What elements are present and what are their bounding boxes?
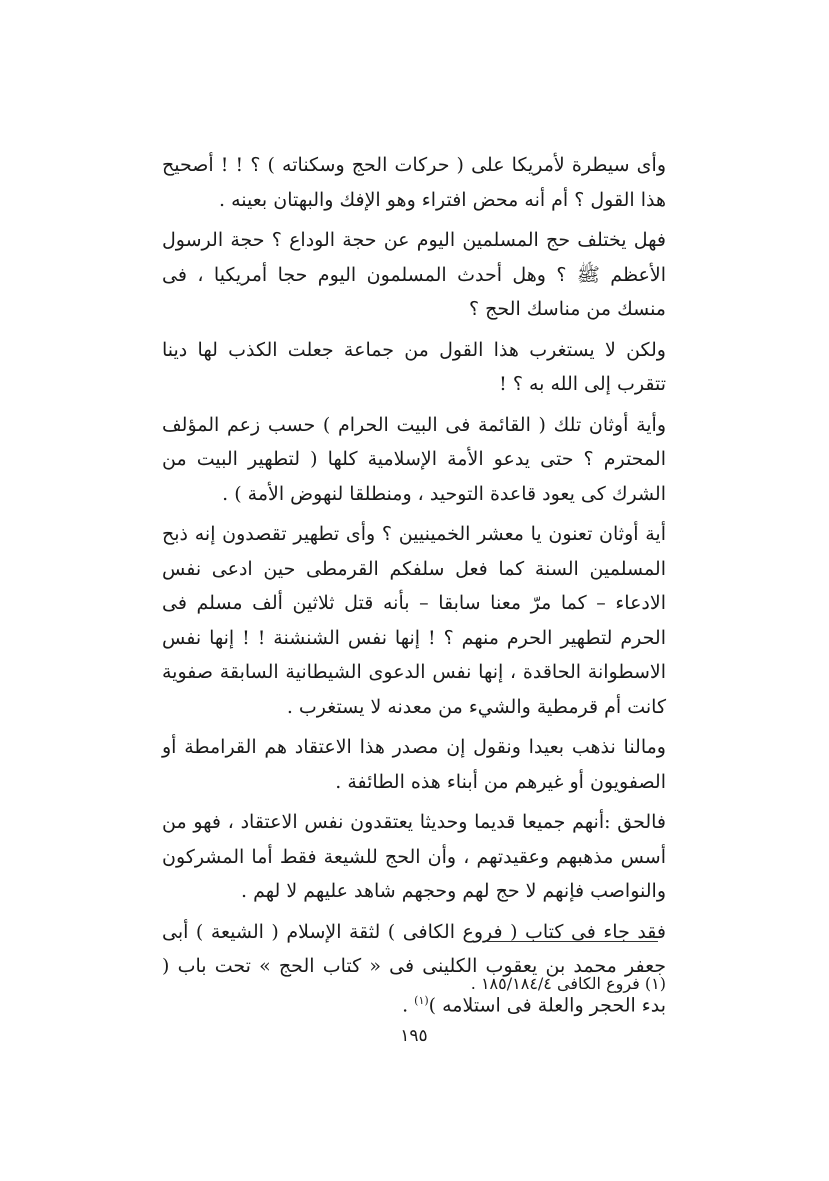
paragraph-text: فقد جاء فى كتاب ( فروع الكافى ) لثقة الإسلام ( الشيعة ) أبى جعفر محمد بن يعقوب الكلينى فى « كتاب الحج » تحت باب ( بدء الحجر والعلة فى استلامه ) — [162, 920, 666, 1016]
paragraph: أية أوثان تعنون يا معشر الخمينيين ؟ وأى تطهير تقصدون إنه ذبح المسلمين السنة كما فعل سلفكم القرمطى حين ادعى نفس الادعاء – كما مرّ معنا سابقا – بأنه قتل ثلاثين ألف مسلم فى الحرم لتطهير الحرم منهم ؟ ! إنها نفس الشنشنة ! ! إنها نفس الاسطوانة الحاقدة ، إنها نفس الدعوى الشيطانية السابقة صفوية كانت أم قرمطية والشيء من معدنه لا يستغرب . — [162, 523, 666, 718]
paragraph: فهل يختلف حج المسلمين اليوم عن حجة الوداع ؟ حجة الرسول الأعظم ﷺ ؟ وهل أحدث المسلمون اليوم حجا أمريكيا ، فى منسك من مناسك الحج ؟ — [162, 229, 666, 320]
paragraph — [162, 915, 666, 1023]
footnote-divider — [487, 941, 658, 942]
page-number: ١٩٥ — [400, 1026, 428, 1046]
paragraph: ومالنا نذهب بعيدا ونقول إن مصدر هذا الاعتقاد هم القرامطة أو الصفويون أو غيرهم من أبناء هذه الطائفة . — [162, 736, 666, 793]
paragraph: ولكن لا يستغرب هذا القول من جماعة جعلت الكذب لها دينا تتقرب إلى الله به ؟ ! — [162, 338, 666, 395]
paragraph: فالحق :أنهم جميعا قديما وحديثا يعتقدون نفس الاعتقاد ، فهو من أسس مذهبهم وعقيدتهم ، وأن الحج للشيعة فقط أما المشركون والنواصب فإنهم لا حج لهم وحجهم شاهد عليهم لا لهم . — [162, 811, 666, 902]
paragraph: وأية أوثان تلك ( القائمة فى البيت الحرام ) حسب زعم المؤلف المحترم ؟ حتى يدعو الأمة الإسلامية كلها ( لتطهير البيت من الشرك كى يعود قاعدة التوحيد ، ومنطلقا لنهوض الأمة ) . — [162, 413, 666, 505]
paragraph: وأى سيطرة لأمريكا على ( حركات الحج وسكناته ) ؟ ! ! أصحيح هذا القول ؟ أم أنه محض افتراء وهو الإفك والبهتان بعينه . — [162, 154, 666, 211]
body-text — [162, 148, 666, 1028]
footnote-marker: (١) — [414, 993, 429, 1007]
paragraph-tail: . — [402, 993, 415, 1016]
footnote: (١) فروع الكافى ١٨٥/١٨٤/٤ . — [470, 974, 666, 993]
